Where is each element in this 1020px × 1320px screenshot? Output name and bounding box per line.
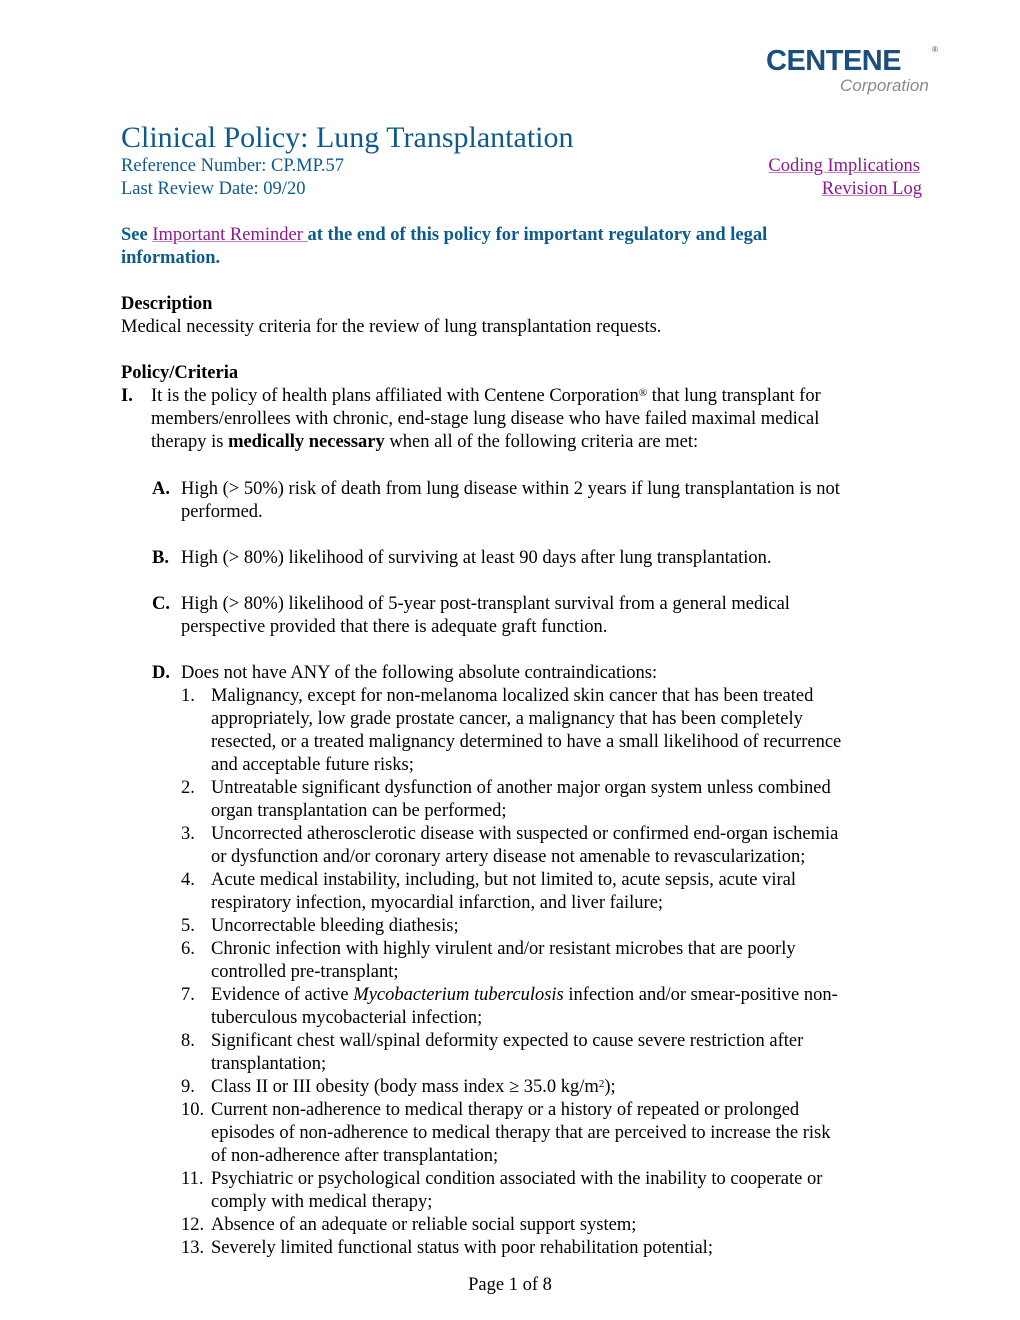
list-item-line: Psychiatric or psychological condition associated with the inability to cooperate or xyxy=(211,1169,823,1189)
criteria-intro-line xyxy=(151,431,698,454)
logo-sub: Corporation xyxy=(840,76,929,95)
text: It is the policy of health plans affiliated with Centene Corporation xyxy=(151,386,639,406)
list-item-line: appropriately, low grade prostate cancer, a malignancy that has been completely xyxy=(211,709,803,729)
criterion-label-d: D. xyxy=(152,663,170,683)
criterion-label-a: A. xyxy=(152,479,170,499)
list-item-line: organ transplantation can be performed; xyxy=(211,801,507,821)
logo-brand: CENTENE xyxy=(766,45,902,77)
list-number: 10. xyxy=(181,1100,205,1120)
list-number: 6. xyxy=(181,939,195,959)
superscript: 2 xyxy=(598,1078,605,1090)
reminder-line-1 xyxy=(121,224,767,247)
criterion-label-c: C. xyxy=(152,594,170,614)
description-heading: Description xyxy=(121,294,213,314)
list-item-line: transplantation; xyxy=(211,1054,327,1074)
list-item-line: of non-adherence after transplantation; xyxy=(211,1146,499,1166)
criterion-c-text: perspective provided that there is adequate graft function. xyxy=(181,617,608,637)
list-number: 7. xyxy=(181,985,195,1005)
italic-text: Mycobacterium tuberculosis xyxy=(353,985,564,1005)
criterion-label-b: B. xyxy=(152,548,169,568)
text: ); xyxy=(604,1077,616,1097)
text: that lung transplant for xyxy=(647,386,821,406)
list-number: 11. xyxy=(181,1169,204,1189)
list-number: 3. xyxy=(181,824,195,844)
list-item-line: Current non-adherence to medical therapy or a history of repeated or prolonged xyxy=(211,1100,800,1120)
text: when all of the following criteria are met: xyxy=(384,432,699,452)
text: therapy is xyxy=(151,432,229,452)
list-item-line xyxy=(211,1076,616,1099)
list-item-line: Malignancy, except for non-melanoma localized skin cancer that has been treated xyxy=(211,686,814,706)
criteria-heading: Policy/Criteria xyxy=(121,363,239,383)
reminder-post: at the end of this policy for important regulatory and legal xyxy=(307,225,768,245)
list-item-line: or dysfunction and/or coronary artery disease not amenable to revascularization; xyxy=(211,847,806,867)
list-item-line: respiratory infection, myocardial infarction, and liver failure; xyxy=(211,893,664,913)
page-title: Clinical Policy: Lung Transplantation xyxy=(121,121,574,154)
list-item-line: tuberculous mycobacterial infection; xyxy=(211,1008,483,1028)
list-item-line: Uncorrected atherosclerotic disease with suspected or confirmed end-organ ischemia xyxy=(211,824,839,844)
description-text: Medical necessity criteria for the review of lung transplantation requests. xyxy=(121,317,662,337)
reference-number: Reference Number: CP.MP.57 xyxy=(121,156,344,176)
list-item-line: comply with medical therapy; xyxy=(211,1192,433,1212)
list-item-line: resected, or a treated malignancy determined to have a small likelihood of recurrence xyxy=(211,732,842,752)
list-item-line: controlled pre-transplant; xyxy=(211,962,399,982)
important-reminder-link[interactable]: Important Reminder xyxy=(152,225,308,245)
registered-mark: ® xyxy=(638,387,648,399)
text: Class II or III obesity (body mass index ≥ 35.0 kg/m xyxy=(211,1077,599,1097)
list-item-line: episodes of non-adherence to medical therapy that are perceived to increase the risk xyxy=(211,1123,831,1143)
revision-log-link[interactable]: Revision Log xyxy=(821,179,922,199)
last-review-date: Last Review Date: 09/20 xyxy=(121,179,306,199)
list-number: 5. xyxy=(181,916,195,936)
list-item-line: Severely limited functional status with poor rehabilitation potential; xyxy=(211,1238,713,1258)
logo-registered: ® xyxy=(932,45,938,54)
criterion-a-text: performed. xyxy=(181,502,263,522)
criterion-a-text: High (> 50%) risk of death from lung disease within 2 years if lung transplantation is not xyxy=(181,479,840,499)
bold-text: medically necessary xyxy=(228,432,385,452)
list-item-line: Absence of an adequate or reliable social support system; xyxy=(211,1215,637,1235)
list-number: 13. xyxy=(181,1238,205,1258)
list-item-line: Uncorrectable bleeding diathesis; xyxy=(211,916,459,936)
list-number: 1. xyxy=(181,686,195,706)
list-number: 4. xyxy=(181,870,195,890)
coding-implications-link[interactable]: Coding Implications xyxy=(768,156,920,176)
section-number: I. xyxy=(121,386,133,406)
list-number: 12. xyxy=(181,1215,205,1235)
list-item-line: and acceptable future risks; xyxy=(211,755,414,775)
list-number: 9. xyxy=(181,1077,195,1097)
criteria-intro-line xyxy=(151,385,821,408)
list-number: 8. xyxy=(181,1031,195,1051)
list-item-line: Acute medical instability, including, but not limited to, acute sepsis, acute viral xyxy=(211,870,797,890)
reminder-line-2: information. xyxy=(121,248,221,268)
criterion-b-text: High (> 80%) likelihood of surviving at least 90 days after lung transplantation. xyxy=(181,548,772,568)
criterion-d-text: Does not have ANY of the following absolute contraindications: xyxy=(181,663,658,683)
list-number: 2. xyxy=(181,778,195,798)
criterion-c-text: High (> 80%) likelihood of 5-year post-transplant survival from a general medical xyxy=(181,594,790,614)
text: infection and/or smear-positive non- xyxy=(563,985,838,1005)
page-number: Page 1 of 8 xyxy=(468,1275,552,1295)
centene-logo xyxy=(766,46,966,98)
reminder-pre: See xyxy=(121,225,153,245)
list-item-line: Chronic infection with highly virulent and/or resistant microbes that are poorly xyxy=(211,939,796,959)
list-item-line xyxy=(211,984,838,1007)
criteria-intro-line: members/enrollees with chronic, end-stage lung disease who have failed maximal medical xyxy=(151,409,820,429)
list-item-line: Untreatable significant dysfunction of another major organ system unless combined xyxy=(211,778,831,798)
list-item-line: Significant chest wall/spinal deformity expected to cause severe restriction after xyxy=(211,1031,804,1051)
text: Evidence of active xyxy=(211,985,354,1005)
